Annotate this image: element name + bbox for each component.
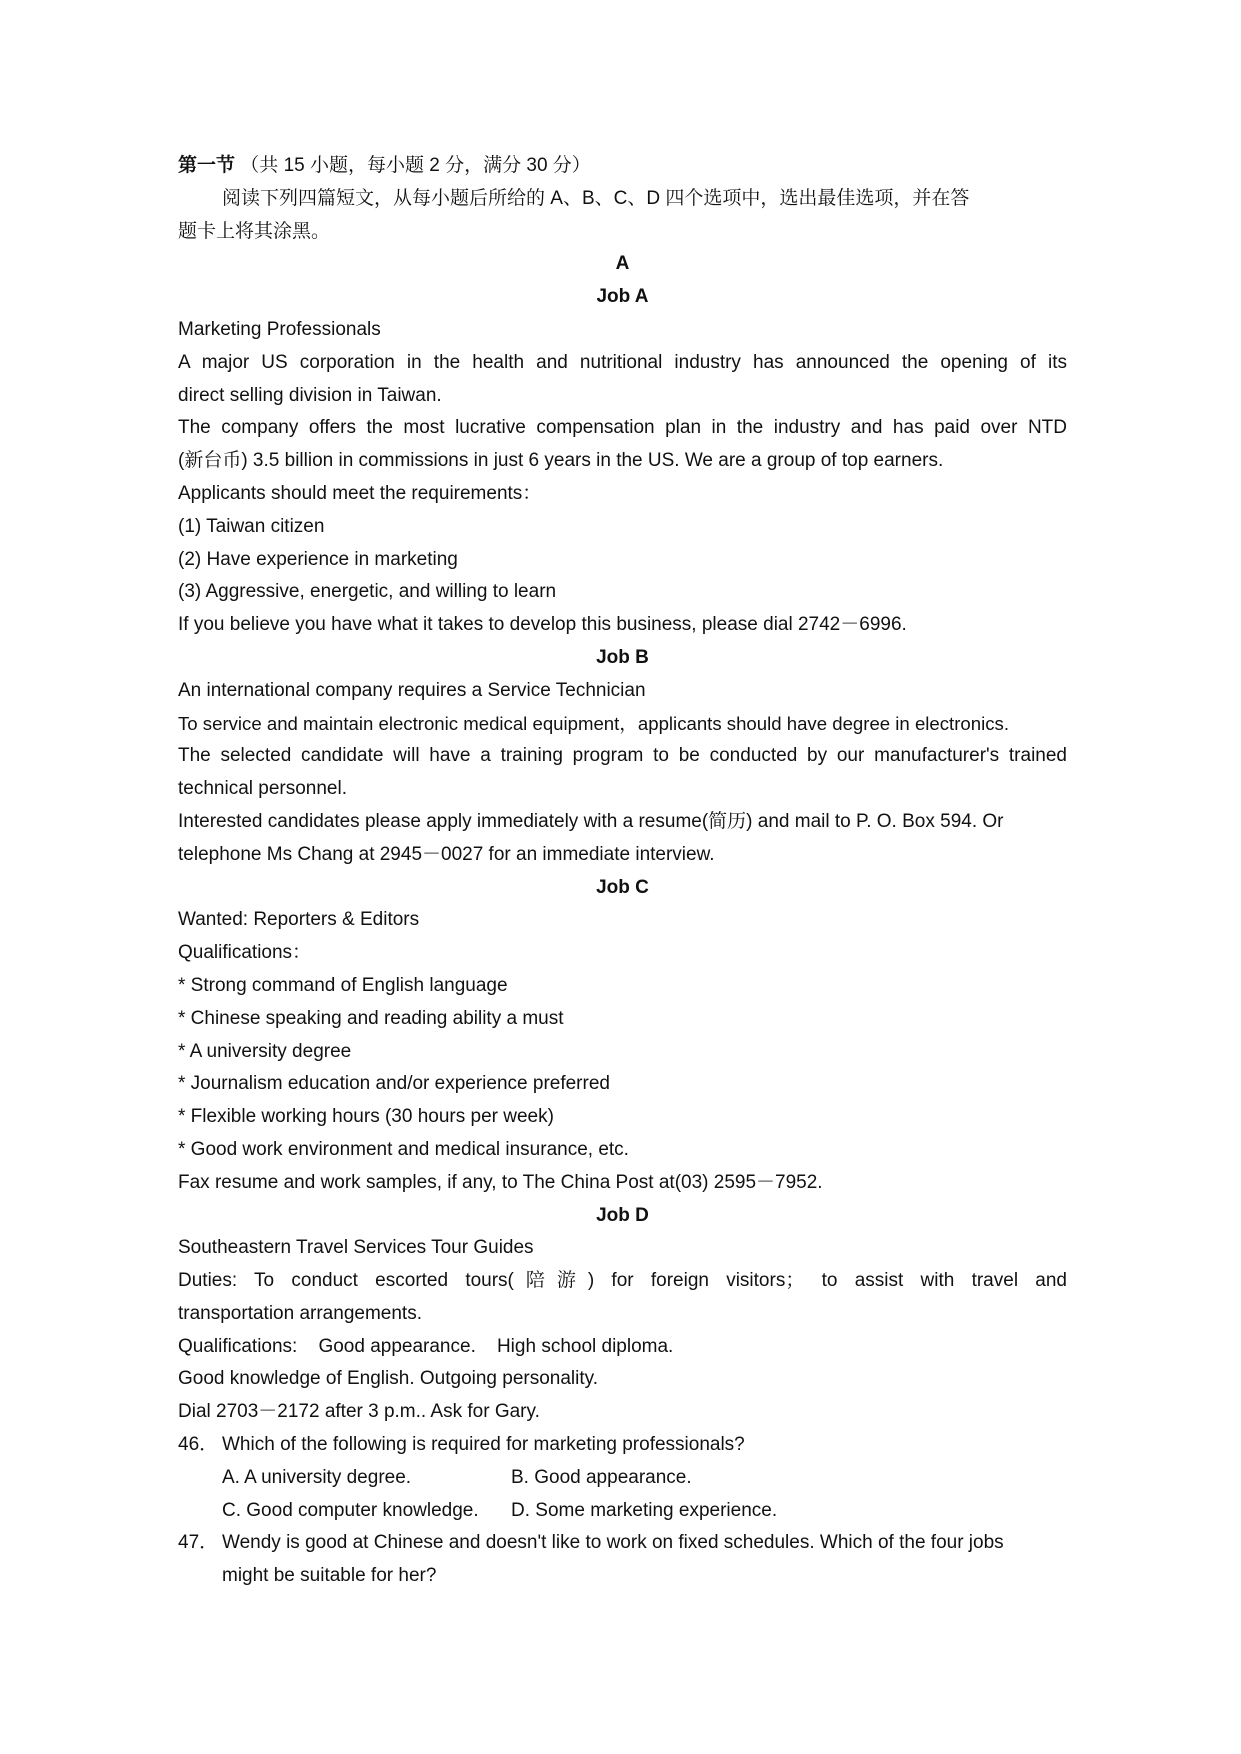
job-line: An international company requires a Service Technician	[178, 679, 646, 701]
job-line: If you believe you have what it takes to develop this business, please dial 2742－6996.	[178, 614, 907, 636]
section-heading: 第一节	[178, 155, 236, 176]
question-number: 46．	[178, 1434, 219, 1456]
job-title: Job C	[596, 876, 649, 898]
job-line: Qualifications：	[178, 942, 312, 964]
job-title: Job D	[596, 1204, 649, 1226]
job-title: Job B	[596, 646, 649, 668]
job-line: Marketing Professionals	[178, 318, 381, 340]
job-line: A major US corporation in the health and nutritional industry has announced the opening of its	[178, 351, 1067, 373]
passage-label: A	[615, 253, 630, 275]
job-line: * Journalism education and/or experience preferred	[178, 1073, 610, 1095]
job-line: * Chinese speaking and reading ability a must	[178, 1007, 564, 1029]
option-d[interactable]: D. Some marketing experience.	[511, 1499, 778, 1521]
job-line: Southeastern Travel Services Tour Guides	[178, 1237, 534, 1259]
job-line: Applicants should meet the requirements：	[178, 482, 542, 504]
job-line: direct selling division in Taiwan.	[178, 384, 442, 406]
job-line: * Flexible working hours (30 hours per week)	[178, 1106, 554, 1128]
job-line: * Strong command of English language	[178, 974, 508, 996]
option-b[interactable]: B. Good appearance.	[511, 1466, 692, 1488]
job-title: Job A	[596, 286, 649, 308]
job-line: Good knowledge of English. Outgoing personality.	[178, 1368, 599, 1390]
option-a[interactable]: A. A university degree.	[222, 1466, 412, 1488]
option-c[interactable]: C. Good computer knowledge.	[222, 1499, 479, 1521]
instructions-line-1: 阅读下列四篇短文，从每小题后所给的 A、B、C、D 四个选项中，选出最佳选项，并在答	[222, 187, 970, 209]
question-text: Wendy is good at Chinese and doesn't like to work on fixed schedules. Which of the four jobs	[222, 1532, 1004, 1554]
job-line: Duties: To conduct escorted tours(陪游) for foreign visitors； to assist with travel and	[178, 1270, 1067, 1292]
job-line: telephone Ms Chang at 2945－0027 for an immediate interview.	[178, 843, 715, 865]
job-line: Interested candidates please apply immediately with a resume(简历) and mail to P. O. Box 594. Or	[178, 810, 1004, 832]
options-row-2	[178, 1495, 1067, 1528]
job-line: transportation arrangements.	[178, 1302, 422, 1324]
job-line: The selected candidate will have a training program to be conducted by our manufacturer's trained	[178, 745, 1067, 767]
question-47	[178, 1527, 1067, 1560]
job-line: Qualifications: Good appearance. High school diploma.	[178, 1335, 674, 1357]
section-header	[178, 150, 1067, 183]
job-line: (1) Taiwan citizen	[178, 515, 325, 537]
exam-page	[178, 150, 1067, 1593]
job-line: (新台币) 3.5 billion in commissions in just 6 years in the US. We are a group of top earners.	[178, 450, 944, 472]
options-row-1	[178, 1462, 1067, 1495]
question-text: Which of the following is required for marketing professionals?	[222, 1434, 745, 1456]
job-line: Wanted: Reporters & Editors	[178, 909, 420, 931]
job-line: The company offers the most lucrative compensation plan in the industry and has paid over NTD	[178, 417, 1067, 439]
job-line: * A university degree	[178, 1040, 352, 1062]
question-number: 47．	[178, 1532, 219, 1554]
instructions-line-2: 题卡上将其涂黑。	[178, 220, 331, 242]
job-line: Fax resume and work samples, if any, to The China Post at(03) 2595－7952.	[178, 1171, 823, 1193]
job-line: Dial 2703－2172 after 3 p.m.. Ask for Gary.	[178, 1401, 540, 1423]
job-line: technical personnel.	[178, 778, 347, 800]
question-46	[178, 1429, 1067, 1462]
section-note: （共 15 小题，每小题 2 分，满分 30 分）	[240, 155, 591, 176]
question-text-continued: might be suitable for her?	[222, 1565, 437, 1587]
job-line: (3) Aggressive, energetic, and willing to learn	[178, 581, 557, 603]
job-line: * Good work environment and medical insurance, etc.	[178, 1138, 629, 1160]
job-line: (2) Have experience in marketing	[178, 548, 458, 570]
job-line: To service and maintain electronic medical equipment，applicants should have degree in electronics.	[178, 712, 1009, 734]
